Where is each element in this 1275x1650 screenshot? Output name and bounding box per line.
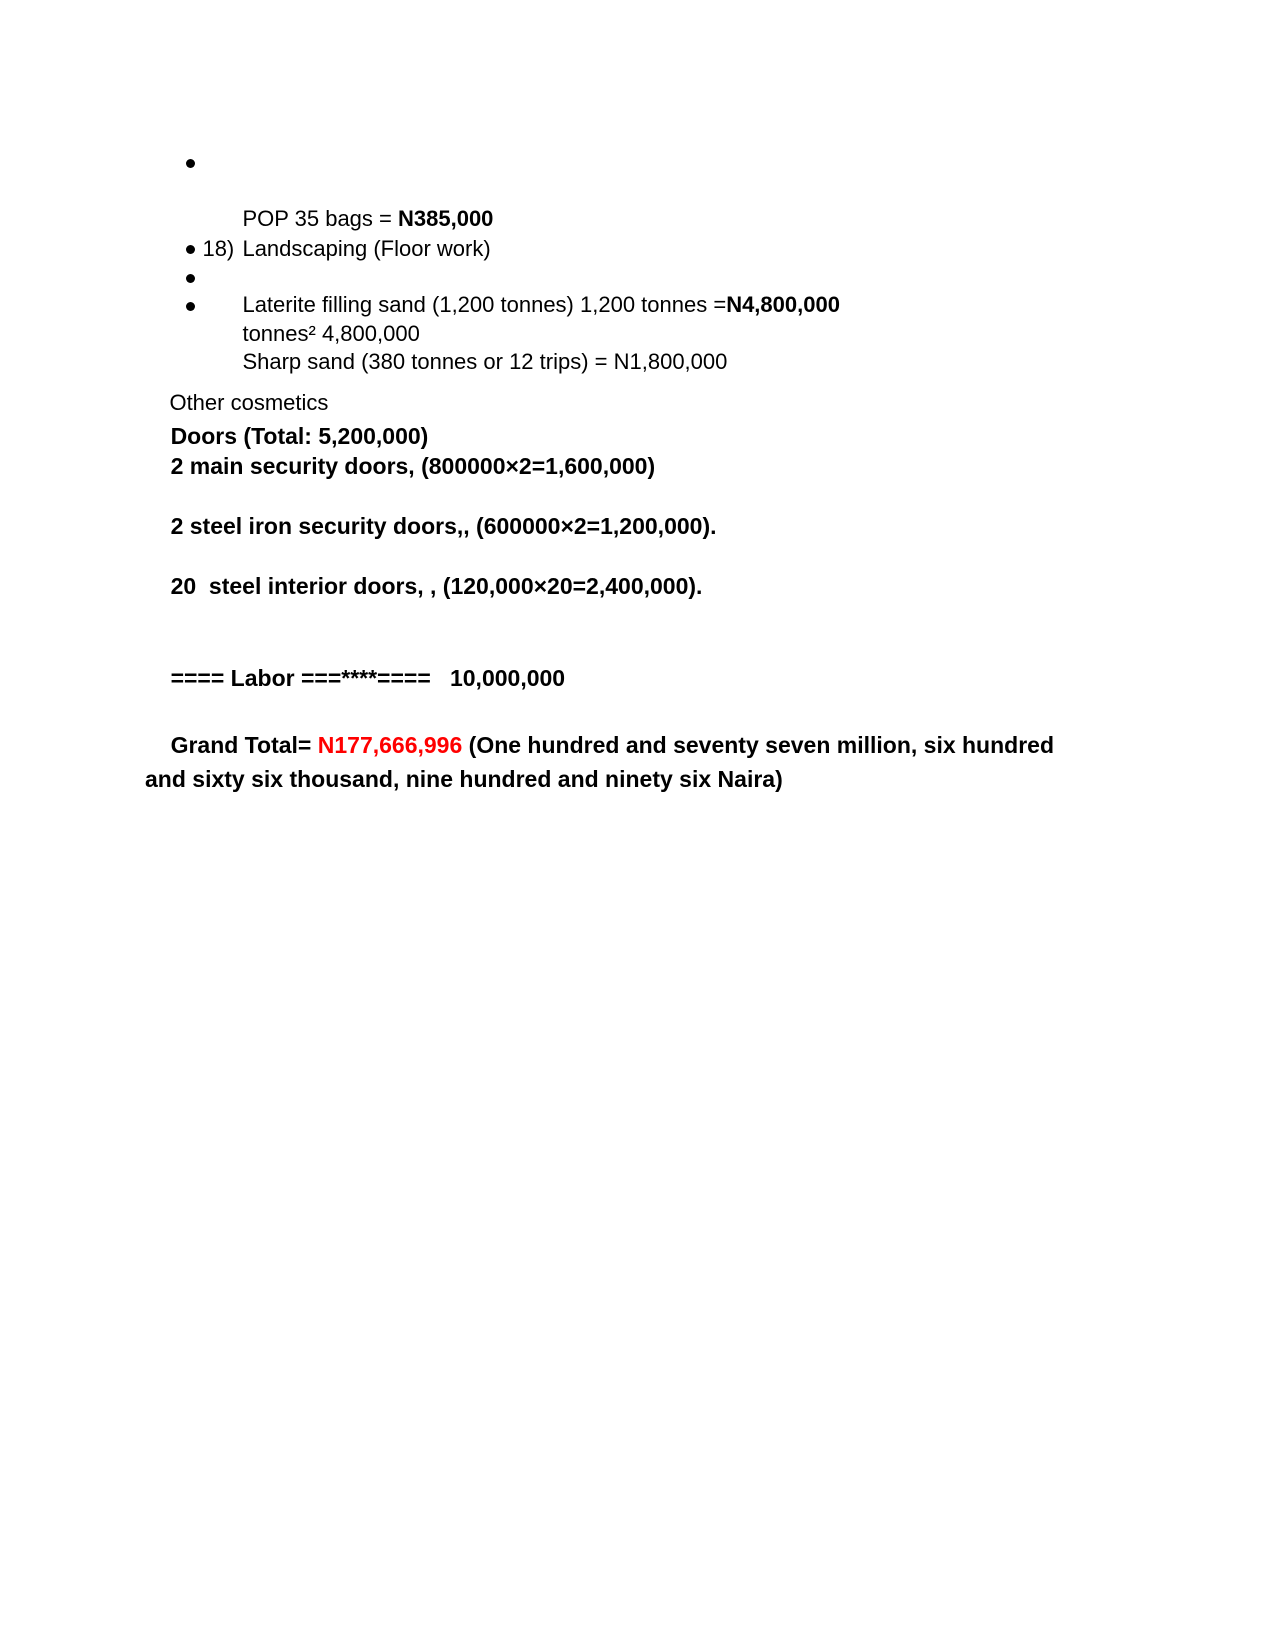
labor-amount: 10,000,000 [449, 665, 566, 691]
grand-total-paragraph [145, 694, 1080, 830]
bullet-icon [186, 302, 195, 311]
doors-main-security-text: 2 main security doors, (800000×2=1,600,000) [170, 453, 656, 479]
doors-steel-interior-line [145, 541, 702, 631]
pop-amount: N385,000 [398, 206, 494, 231]
list-number: 18) [202, 236, 235, 261]
doors-steel-interior-text: 20 steel interior doors, , (120,000×20=2,400,000). [170, 573, 703, 599]
labor-label: ==== Labor ===****==== [170, 665, 450, 691]
bullet-icon [186, 245, 195, 254]
sharp-sand-text: Sharp sand (380 tonnes or 12 trips) = N1,800,000 [242, 349, 728, 374]
other-cosmetics-text: Other cosmetics [169, 390, 329, 415]
doors-steel-security-text: 2 steel iron security doors,, (600000×2=1,200,000). [170, 513, 717, 539]
laterite-amount: N4,800,000 [726, 292, 840, 317]
section-title: Landscaping (Floor work) [242, 236, 491, 261]
grand-total-words: (One hundred and seventy seven million, six hundred and sixty six thousand, nine hundred and ninety six Naira) [145, 732, 1061, 792]
bullet-icon [186, 274, 195, 283]
bullet-icon [186, 159, 195, 168]
laterite-text: Laterite filling sand (1,200 tonnes) 1,200 tonnes = [242, 292, 727, 317]
tonnes-text: tonnes² 4,800,000 [242, 321, 420, 346]
doors-total-text: Doors (Total: 5,200,000) [170, 423, 429, 449]
pop-text: POP 35 bags = [242, 206, 398, 231]
grand-total-amount: N177,666,996 [317, 732, 463, 758]
grand-total-label: Grand Total= [170, 732, 318, 758]
